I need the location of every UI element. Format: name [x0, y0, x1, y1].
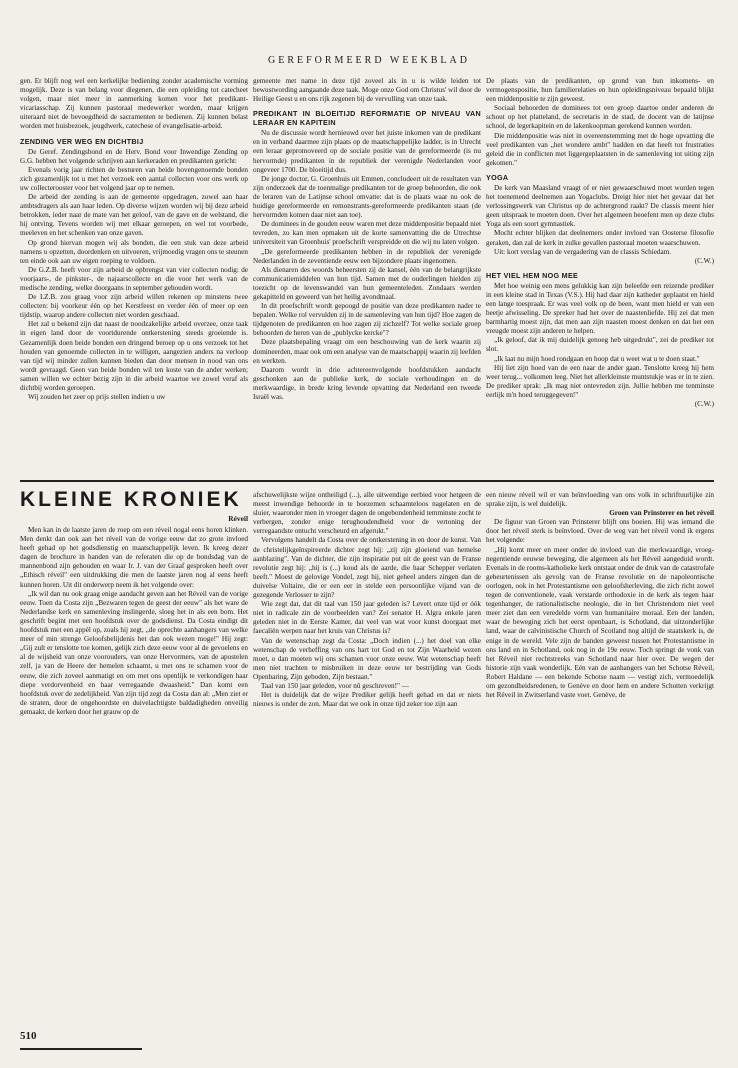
paragraph: De Geref. Zendingsbond en de Herv. Bond voor Inwendige Zending op G.G. hebben het volgende schrijven aan kerkeraden en predikanten gericht: [20, 147, 248, 165]
section-heading: ZENDING VER WEG EN DICHTBIJ [20, 136, 144, 146]
paragraph: Als dienaren des woords beheersten zij de kansel, één van de belangrijkste communicatiemiddelen van hun tijd. Samen met de ouderlingen hielden zij toezicht op de levenswandel van hun gemeenteleden. Zondaars werden gekapitteld en geweerd van het heilig avondmaal. [253, 265, 481, 301]
paragraph: Van de wetenschap zegt da Costa: „Doch indien (...) het doel van elke wetenschap de verheffing van ons hart tot God en tot Zijn Waarheid wezen moet, o dan moeten wij ons schamen voor onze eeuw. Wat wetenschap heeft men niet trachten te misbruiken in deze eeuw ter bestrijding van Gods Openbaring, Zijn geboden, Zijn bestaan." [253, 636, 481, 681]
paragraph: Deze plaatsbepaling vraagt om een beschouwing van de kerk waarin zij domineerden, maar ook om een analyse van de maatschappij waarin zij leefden en werkten. [253, 338, 481, 365]
paragraph: „De gereformeerde predikanten hebben in de republiek der verenigde Nederlanden in de zeventiende eeuw een bijzondere plaats ingenomen. [253, 247, 481, 265]
section-heading: PREDIKANT IN BLOEITIJD REFORMATIE OP NIVEAU VAN LERAAR EN KAPITEIN [253, 109, 481, 128]
kleine-kroniek-title: KLEINE KRONIEK [20, 488, 242, 511]
page-number: 510 [20, 1030, 37, 1042]
page-header: GEREFORMEERD WEEKBLAD [268, 55, 470, 66]
paragraph: De kerk van Maasland vraagt of er niet gewaarschuwd moet worden tegen het toenemend deelnemen aan Yogaclubs. Dreigt hier niet het gevaar dat het verlossingswerk van Christus op de achtergrond raakt? De classis meent hier geen uitspraak te moeten doen. Over het algemeen beoefent men op deze clubs Yoga als een soort gymnastiek. [486, 183, 714, 229]
paragraph: De arbeid der zending is aan de gemeente opgedragen, zowel aan haar ambtsdragers als aan haar leden. Op diverse wijzen worden wij bij deze arbeid betrokken, ieder naar de mate van het geloof, van de gave en de welstand, die hij ontving. Tevens worden wij met elkaar geroepen, en wel tot voorbede, meeleven en het schenken van onze gaven. [20, 193, 248, 238]
paragraph: De jonge doctor, G. Groenhuis uit Emmen, concludeert uit de resultaten van zijn onderzoek dat de toenmalige predikanten tot de groep behoorden, die ook de leraren van de Latijnse school omvatte: dat is de plaats waar nu ook de huidige gereformeerde en remonstrants-gereformeerde predikanten staan (de hervormden komen daar niet aan toe). [253, 174, 481, 220]
paragraph: Het is duidelijk dat de wijze Prediker gelijk heeft gehad en dat er niets nieuws is onder de zon. Maar dat we ook in onze tijd zeker toe zijn aan [253, 691, 481, 709]
paragraph: gemeente met name in deze tijd zoveel als in u is wilde leiden tot bewustwording aangaande deze taak. Moge onze God om Christus' wil door de Heilige Geest u en ons rijk zegenen bij de vervulling van onze taak. [253, 77, 481, 104]
paragraph: Men kan in de laatste jaren de roep om een réveil nogal eens horen klinken. Men denkt dan ook aan het réveil van de vorige eeuw dat zo grote invloed heeft gehad op het godsdienstig en maatschappelijk leven. Ik kreeg dezer dagen de brochure in handen van de referaten die op de bondsdag van de mannenbond zijn gehouden en waar Ir. J. van der Graaf gesproken heeft over „Ethisch réveil" een uitdrukking die men de laatste jaren nog al eens heeft kunnen horen. Uit dit onderwerp neem ik het volgende over: [20, 526, 248, 589]
paragraph: gen. Er blijft nog wel een kerkelijke bediening zonder academische vorming mogelijk. Deze is van belang voor diegenen, die een opleiding tot catecheet volgen, maar niet meer in aanmerking komen voor het predikant-vicariasschap. Zij kunnen pastoraal medewerker worden, maar krijgen uiteraard niet de bevoegdheid de sacramenten te bedienen. Zij kunnen belast worden met huisbezoek, jeugdwerk, catechese of evangelisatie-arbeid. [20, 77, 248, 131]
paragraph: Wie zegt dat, dat dit taal van 150 jaar geleden is? Levert onze tijd er óók niet in radicale zin de voorbeelden van? Zei senator H. Algra enkele jaren geleden niet in de Eerste Kamer, dat veel van wat voor kunst doorgaat met faecaliën werpen naar het kruis van Christus is? [253, 600, 481, 636]
paragraph: Taal van 150 jaar geleden, voor nû geschreven!" — [261, 681, 409, 690]
paragraph: In dit proefschrift wordt gepoogd de positie van deze predikanten nader te bepalen. Welke rol vervulden zij in de samenleving van hun tijd? Hoe zagen de tijdgenoten de predikanten en hoe zagen zij zichzelf? Tot welke sociale groep behoorden de heren van de „publycke kercke"? [253, 302, 481, 338]
column-6 [486, 491, 714, 1024]
section-heading: YOGA [486, 172, 509, 182]
paragraph: De G.Z.B. heeft voor zijn arbeid de opbrengst van vier collecten nodig: de voorjaars-, de pinkster-, de najaarscollecte en die voor het werk van de medische zending, welke doorgaans in september gehouden wordt. [20, 265, 248, 292]
paragraph: een nieuw réveil wil er van beïnvloeding van ons volk in schriftuurlijke zin sprake zijn, is wel duidelijk. [486, 491, 714, 509]
paragraph: De plaats van de predikanten, op grond van hun inkomens- en vermogenspositie, hun familierelaties en hun opleidingsniveau bepaald blijkt een middenpositie te zijn geweest. [486, 77, 714, 104]
section-heading: HET VIEL HEM NOG MEE [486, 270, 579, 280]
paragraph: „Hij komt meer en meer onder de invloed van die merkwaardige, vroeg-negentiende eeuwse beweging, die algemeen als het Réveil aangeduid wordt. Evenals in de rooms-katholieke kerk ontstaat onder de druk van de catastrofale gebeurtenissen als gevolg van de Franse revolutie en de napoleontische oorlogen, ook in het Protestantisme een geloofsherleving, die zich richt zowel tegen de conventionele, vaak verstarde orthodoxie in de kerk als tegen haar tegenhanger, de rationalistische neologie, die in het Christendom niet veel meer ziet dan een veredelde vorm van humanitaire moraal. Een der landen, waar de beweging zich het eerst openbaart, is Schotland, dat uitzonderlijke land, waar de calvinistische Church of Scotland nog altijd de staatskerk is, de enige in de wereld. Vele zijn de banden geweest tussen het Protestantisme in ons land en in Schotland, ook nog in de 19e eeuw. Toch springt de vonk van het Réveil niet rechtstreeks van Schotland naar hier over. De wegen der historie zijn vaak wonderlijk. Eén van de aanhangers van het Schotse Réveil, Robert Haldane — een bekende Schotse naam — vestigt zich, vermoedelijk om gezondheidsredenen, te Genève en door hem en andere Schotten verkrijgt het Réveil in Zwitserland vaste voet. Genève, de [486, 545, 714, 700]
paragraph: Wij zouden het zeer op prijs stellen indien u uw [28, 393, 166, 402]
paragraph: De dominees in de gouden eeuw waren met deze middenpositie bepaald niet tevreden, zo kan men opmaken uit de korte samenvatting die de Utrechtse universiteit van Groenhuis' proefschrift verspreidde en die wij nu laten volgen. [253, 220, 481, 247]
paragraph: Met hoe weinig een mens gelukkig kan zijn beleefde een reizende prediker in een kleine stad in Texas (V.S.). Hij had daar zijn katheder geplaatst en hield een lange toespraak. Er was veel volk op de been, want men hield er van een beetje afwisseling. De spreker had het over de naastenliefde. Hij zei dat men barmhartig moest zijn, dat men aan zijn naasten moest denken en dat het een vreugde moest zijn anderen te helpen. [486, 281, 714, 336]
paragraph: Het zal u bekend zijn dat naast de noodzakelijke arbeid overzee, onze taak in eigen land door de voortdurende ontkerstening steeds groeiende is. Gezamenlijk doen beide bonden een dringend beroep op u ons verzoek tot het houden van genoemde collecten in te willigen, aangezien anders na verloop van tijd wij minder zullen kunnen bieden dan door mensen in nood van ons wordt gevraagd. Geen van beide bonden wil ten koste van de ander werken; samen willen we echter bezig zijn in die arbeid waartoe we zowel veraf als dichtbij worden geroepen. [20, 320, 248, 392]
paragraph: Mocht echter blijken dat deelnemers onder invloed van Oosterse filosofie geraken, dan zal de kerk in zulke gevallen pastoraal moeten waarschuwen. [486, 229, 714, 247]
column-2 [253, 77, 481, 472]
paragraph: Sociaal behoorden de dominees tot een groep daartoe onder anderen de schout op het platteland, de secretaris in de stad, de docent van de latijnse school, de legerkapitein en de lakenkoopman gerekend kunnen worden. [486, 104, 714, 131]
section-divider [20, 480, 714, 482]
signature: (C.W.) [694, 256, 714, 265]
paragraph: Op grond hiervan mogen wij als bonden, die een stuk van deze arbeid namens u opzetten, doordenken en uitvoeren, vrijmoedig vragen ons te steunen ten einde ook aan uw eigen roeping te voldoen. [20, 238, 248, 265]
paragraph: Die middenpositie was niet in overeenstemming met de hoge opvatting die veel predikanten van „het wondere ambt" hadden en dat heeft tot frustraties geleid die in conflicten met liggergeplaatsten in de samenleving tot uiting zijn gekomen." [486, 131, 714, 167]
paragraph: Hij liet zijn hoed van de een naar de ander gaan. Tenslotte kreeg hij hem weer terug... volkomen leeg. Niet het allerkleinste muntstukje was er in te zien. De prediker sprak: „Ik mag niet ontevreden zijn. Jullie hebben me tenminste eerlijk m'n hoed teruggegeven!" [486, 363, 714, 399]
column-1 [20, 77, 248, 472]
signature: (C.W.) [694, 400, 714, 408]
column-5 [253, 491, 481, 1024]
subheading: Groen van Prinsterer en het réveil [609, 509, 714, 518]
paragraph: Nu de discussie wordt hernieuwd over het juiste inkomen van de predikant en in verband daarmee zijn plaats op de maatschappelijke ladder, is in Utrecht een leraar gepromoveerd op de sociale positie van de gereformeerde (is nu hervormde) predikanten in de republiek der verenigde Nederlanden voor ongeveer 1700. De bloeitijd dus. [253, 129, 481, 174]
paragraph: „Ik wil dan nu ook graag enige aandacht geven aan het Réveil van de vorige eeuw. Toen da Costa zijn „Bezwaren tegen de geest der eeuw" als het ware de Nederlandse kerk en samenleving inslingerde, sloeg het in als een bom. Het geschrift begint met een hoofdstuk over de godsdienst. Da Costa eindigt dit hoofdstuk met een appèl op, zoals hij zegt, „de oprechte aanhangers van welke meer of min strenge Geloofsbelijdenis het dan ook wezen moge!" Hij zegt: „Gij zult er tenslotte toe komen, gelijk zich deze eeuw voor al de gevoelens en al de wijsheid van onze voorouders, van onze Hervormers, van de apostelen zelf, ja van de Heere der hemelen schaamt, u met ons te schamen voor de eeuw, die zich zoveel aanmatigt en om met ons openlijk te verkondigen haar diepe verdorvenheid en haar verregaande dwaasheid." Dan komt een hoofdstuk over de zedelijkheid. Van zijn tijd zegt da Costa dan al: „Men ziet er de straten, door de ongehoordste en duivelachtigste baldadigheden onveilig gemaakt, de kerken door het grauw op de [20, 589, 248, 716]
column-4 [20, 526, 248, 1024]
column-3 [486, 77, 714, 472]
paragraph: „Ik laat nu mijn hoed rondgaan en hoop dat u weet wat u te doen staat." [494, 354, 700, 363]
paragraph: „Ik geloof, dat ik mij duidelijk genoeg heb uitgedrukt", zei de prediker tot slot. [486, 336, 714, 354]
paragraph: Daarom wordt in drie achtereenvolgende hoofdstukken aandacht geschonken aan de publieke kerk, de sociale verhoudingen en de merkwaardige, in brede kring levende opvatting dat Nederland een tweede Israël was. [253, 365, 481, 401]
paragraph: Evenals vorig jaar richten de besturen van beide bovengenoemde bonden zich gezamenlijk tot u met het verzoek een aantal collecten voor ons werk op uw collecterooster voor het volgend jaar op te nemen. [20, 165, 248, 192]
paragraph: afschuwelijkste wijze ontheiligd (...), alle uitwendige eerbied voor hetgeen de meest inwendige behoorde in te boezemen schaamteloos nagelaten en de sluier, waaronder men in vroeger dagen de ongebondenheid temminste zocht te verbergen, zonder enige terughoudendheid voor de vertoning der verregaandste ontucht verscheurd en afgerukt." [253, 491, 481, 536]
paragraph: De figuur van Groen van Prinsterer blijft ons boeien. Hij was iemand die door het réveil sterk is beïnvloed. Over de weg van het réveil vond ik ergens het volgende: [486, 518, 714, 545]
kroniek-subject-label: Réveil [228, 514, 248, 523]
footer-rule [20, 1048, 142, 1050]
paragraph: Uit: kort verslag van de vergadering van de classis Schiedam. [494, 247, 672, 256]
paragraph: Vervolgens handelt da Costa over de ontkerstening in en door de kunst. Van de christelijkgeïnspireerde dichter zegt hij: „zij zijn gloeiend van hemelse aanblazing". Van de dichter, die zijn inspiratie put uit de geest van de Franse revolutie zegt hij: „hij is (...) koud als de aarde, die haar Schepper verlaten heeft." Moest de gelovige Vondel, zegt hij, niet geheel anders zingen dan de duivelse Voltaire, die er een eer in stelde een persoonlijke vijand van de gezegende Verlosser te zijn? [253, 536, 481, 600]
paragraph: De I.Z.B. zou graag voor zijn arbeid willen rekenen op minstens twee collecten: bij voorkeur één op het Kerstfeest en verder één of meer op een tijdstip, waarop andere collecten niet worden geschaad. [20, 293, 248, 320]
